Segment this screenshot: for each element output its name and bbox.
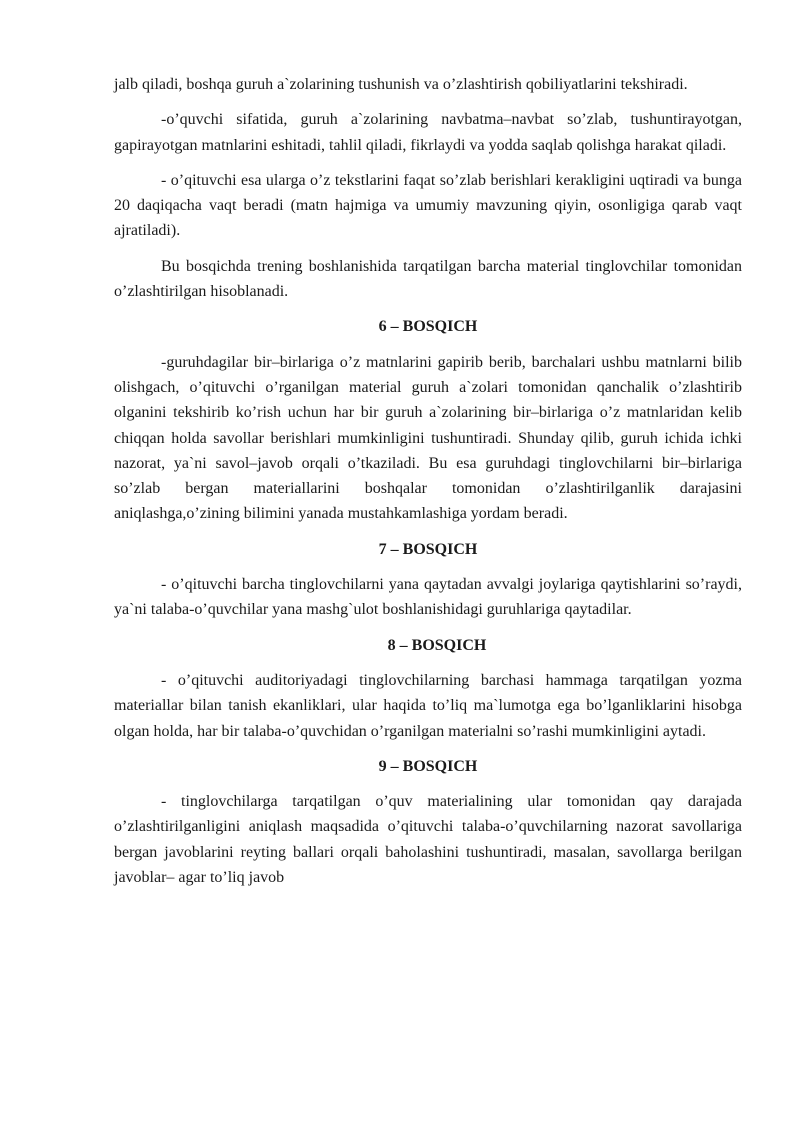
paragraph-7: - o’qituvchi auditoriyadagi tinglovchilarning barchasi hammaga tarqatilgan yozma materiallar bilan tanish ekanliklari, ular haqida to’liq ma`lumotga ega bo’lganliklarini hisobga olgan holda, har bir talaba-o’quvchidan o’rganilgan materialni so’rashi mumkinligini aytadi. [114, 671, 742, 740]
paragraph-1: jalb qiladi, boshqa guruh a`zolarining tushunish va o’zlashtirish qobiliyatlarini tekshiradi. [114, 76, 688, 93]
section-heading-8: 8 – BOSQICH [387, 636, 487, 654]
paragraph-5: -guruhdagilar bir–birlariga o’z matnlarini gapirib berib, barchalari ushbu matnlarni bilib olishgach, o’qituvchi o’rganilgan material guruh a`zolari tomonidan qanchalik o’zlashtirib olganini tekshirib ko’rish uchun har bir guruh a`zolarining bir–birlariga o’z matnlaridan kelib chiqqan holda savollar berishlari mumkinligini tushuntiradi. Shunday qilib, guruh ichida ichki nazorat, ya`ni savol–javob orqali o’tkaziladi. Bu esa guruhdagi tinglovchilarni bir–birlariga so’zlab bergan materiallarini boshqalar tomonidan o’zlashtirilganlik darajasini aniqlashga,o’zining bilimini yanada mustahkamlashiga yordam beradi. [114, 353, 742, 523]
paragraph-3: - o’qituvchi esa ularga o’z tekstlarini faqat so’zlab berishlari kerakligini uqtiradi va bunga 20 daqiqacha vaqt beradi (matn hajmiga va umumiy mavzuning qiyin, osonligiga qarab vaqt ajratiladi). [114, 171, 742, 240]
section-heading-6: 6 – BOSQICH [378, 318, 478, 336]
paragraph-8: - tinglovchilarga tarqatilgan o’quv materialining ular tomonidan qay darajada o’zlashtirilganligini aniqlash maqsadida o’qituvchi talaba-o’quvchilarning nazorat savollariga bergan javoblarini reyting ballari orqali baholashini tushuntiradi, masalan, savollarga berilgan javoblar– agar to’liq javob [114, 793, 742, 887]
paragraph-6: - o’qituvchi barcha tinglovchilarni yana qaytadan avvalgi joylariga qaytishlarini so’raydi, ya`ni talaba-o’quvchilar yana mashg`ulot boshlanishidagi guruhlariga qaytadilar. [114, 576, 742, 619]
paragraph-4: Bu bosqichda trening boshlanishida tarqatilgan barcha material tinglovchilar tomonidan o’zlashtirilgan hisoblanadi. [114, 257, 742, 301]
section-heading-9: 9 – BOSQICH [378, 757, 478, 775]
document-page [114, 72, 742, 900]
section-heading-7: 7 – BOSQICH [378, 540, 478, 558]
paragraph-2: -o’quvchi sifatida, guruh a`zolarining navbatma–navbat so’zlab, tushuntirayotgan, gapirayotgan matnlarini eshitadi, tahlil qiladi, fikrlaydi va yodda saqlab qolishga harakat qiladi. [114, 111, 742, 154]
